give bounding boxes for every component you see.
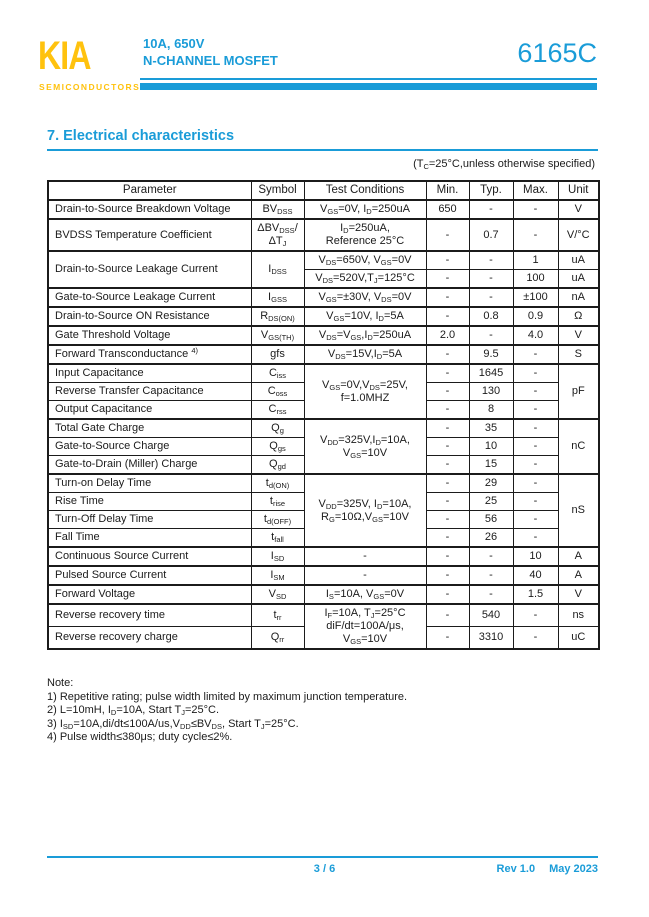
- value-cell: -: [469, 585, 513, 604]
- column-header: Parameter: [48, 181, 251, 200]
- column-header: Min.: [426, 181, 469, 200]
- value-cell: -: [513, 627, 558, 650]
- value-cell: A: [558, 547, 599, 566]
- value-cell: $V_{DS}=520V,T_J=125^\circ C$: [304, 270, 426, 289]
- column-header: Test Conditions: [304, 181, 426, 200]
- value-cell: -: [426, 288, 469, 307]
- value-cell: $Q_g$: [251, 419, 304, 438]
- table-row: [48, 251, 599, 270]
- value-cell: $V_{DS}=V_{GS},I_D=250uA$: [304, 326, 426, 345]
- value-cell: $t_{rr}$: [251, 604, 304, 627]
- value-cell: -: [469, 200, 513, 219]
- value-cell: ±100: [513, 288, 558, 307]
- value-cell: 1: [513, 251, 558, 270]
- value-cell: $C_{oss}$: [251, 383, 304, 401]
- value-cell: -: [426, 566, 469, 585]
- device-description: [143, 35, 278, 69]
- parameter-cell: Forward Transconductance $^{4)}$: [48, 345, 251, 364]
- value-cell: $I_S=10A$, $V_{GS}=0V$: [304, 585, 426, 604]
- table-row: [48, 200, 599, 219]
- value-cell: -: [513, 604, 558, 627]
- value-cell: $t_{d(OFF)}$: [251, 511, 304, 529]
- value-cell: -: [426, 401, 469, 420]
- table-row: [48, 288, 599, 307]
- table-row: [48, 219, 599, 251]
- parameter-cell: Pulsed Source Current: [48, 566, 251, 585]
- value-cell: $V_{DS}=650V$, $V_{GS}=0V$: [304, 251, 426, 270]
- value-cell: 40: [513, 566, 558, 585]
- note-line: 2) L=10mH, $I_D=10A$, Start $T_J=25^\circ C$.: [47, 704, 220, 717]
- value-cell: -: [304, 566, 426, 585]
- value-cell: 10: [513, 547, 558, 566]
- parameter-cell: Forward Voltage: [48, 585, 251, 604]
- table-body: [48, 200, 599, 649]
- value-cell: 540: [469, 604, 513, 627]
- value-cell: 2.0: [426, 326, 469, 345]
- value-cell: -: [426, 604, 469, 627]
- parameter-cell: Turn-Off Delay Time: [48, 511, 251, 529]
- parameter-cell: Gate-to-Source Charge: [48, 438, 251, 456]
- value-cell: 0.8: [469, 307, 513, 326]
- value-cell: -: [426, 383, 469, 401]
- value-cell: $I_{SD}$: [251, 547, 304, 566]
- value-cell: -: [426, 627, 469, 650]
- value-cell: 35: [469, 419, 513, 438]
- value-cell: -: [513, 419, 558, 438]
- value-cell: -: [469, 288, 513, 307]
- parameter-cell: Gate-to-Source Leakage Current: [48, 288, 251, 307]
- value-cell: -: [513, 219, 558, 251]
- value-cell: $Q_{gd}$: [251, 456, 304, 475]
- parameter-cell: Reverse recovery charge: [48, 627, 251, 650]
- parameter-cell: Total Gate Charge: [48, 419, 251, 438]
- section-underline: [47, 149, 598, 151]
- value-cell: -: [426, 547, 469, 566]
- value-cell: -: [426, 456, 469, 475]
- section-title: 7. Electrical characteristics: [47, 128, 235, 144]
- value-cell: $V_{GS}=0V,V_{DS}=25V$, f=1.0MHZ: [304, 364, 426, 419]
- value-cell: -: [426, 529, 469, 548]
- value-cell: $V_{DD}=325V$, $I_D=10A$, $R_G=10\Omega,V_{GS}=10V$: [304, 474, 426, 547]
- value-cell: -: [426, 270, 469, 289]
- value-cell: 15: [469, 456, 513, 475]
- value-cell: -: [513, 511, 558, 529]
- parameter-cell: Drain-to-Source ON Resistance: [48, 307, 251, 326]
- value-cell: 0.9: [513, 307, 558, 326]
- value-cell: 130: [469, 383, 513, 401]
- table-header-row: [48, 181, 599, 200]
- value-cell: $V_{SD}$: [251, 585, 304, 604]
- parameter-cell: Fall Time: [48, 529, 251, 548]
- parameter-cell: Input Capacitance: [48, 364, 251, 383]
- value-cell: -: [469, 326, 513, 345]
- value-cell: V/°C: [558, 219, 599, 251]
- parameter-cell: Drain-to-Source Leakage Current: [48, 251, 251, 288]
- value-cell: -: [513, 364, 558, 383]
- value-cell: gfs: [251, 345, 304, 364]
- value-cell: uA: [558, 251, 599, 270]
- parameter-cell: Turn-on Delay Time: [48, 474, 251, 493]
- value-cell: $t_{fall}$: [251, 529, 304, 548]
- value-cell: -: [513, 456, 558, 475]
- value-cell: nA: [558, 288, 599, 307]
- value-cell: -: [426, 251, 469, 270]
- value-cell: 0.7: [469, 219, 513, 251]
- column-header: Unit: [558, 181, 599, 200]
- value-cell: -: [304, 547, 426, 566]
- revision-info: [497, 863, 598, 875]
- device-rating: 10A, 650V: [143, 36, 205, 51]
- value-cell: 3310: [469, 627, 513, 650]
- value-cell: -: [469, 566, 513, 585]
- value-cell: -: [513, 345, 558, 364]
- value-cell: $Q_{rr}$: [251, 627, 304, 650]
- table-row: [48, 419, 599, 438]
- device-type: N-CHANNEL MOSFET: [143, 53, 278, 68]
- value-cell: $I_{DSS}$: [251, 251, 304, 288]
- value-cell: -: [513, 401, 558, 420]
- value-cell: $V_{DS}=15V,I_D=5A$: [304, 345, 426, 364]
- notes-block: [47, 677, 407, 745]
- value-cell: -: [513, 200, 558, 219]
- value-cell: 8: [469, 401, 513, 420]
- revision-label: Rev 1.0: [496, 863, 536, 875]
- value-cell: Ω: [558, 307, 599, 326]
- value-cell: -: [513, 474, 558, 493]
- value-cell: -: [426, 307, 469, 326]
- parameter-cell: Gate Threshold Voltage: [48, 326, 251, 345]
- footer-rule: [47, 856, 598, 858]
- value-cell: pF: [558, 364, 599, 419]
- value-cell: $I_{GSS}$: [251, 288, 304, 307]
- value-cell: $t_{d(ON)}$: [251, 474, 304, 493]
- value-cell: S: [558, 345, 599, 364]
- value-cell: 26: [469, 529, 513, 548]
- test-condition-note: ($T_C=25^\circ C,unless$ otherwise specified): [413, 158, 595, 171]
- value-cell: -: [513, 529, 558, 548]
- table-row: [48, 604, 599, 627]
- value-cell: 1645: [469, 364, 513, 383]
- parameter-cell: Drain-to-Source Breakdown Voltage: [48, 200, 251, 219]
- parameter-cell: Gate-to-Drain (Miller) Charge: [48, 456, 251, 475]
- parameter-cell: Continuous Source Current: [48, 547, 251, 566]
- value-cell: -: [513, 493, 558, 511]
- electrical-characteristics-table: [47, 180, 600, 650]
- value-cell: $V_{GS}=0V$, $I_D=250uA$: [304, 200, 426, 219]
- value-cell: 1.5: [513, 585, 558, 604]
- value-cell: -: [513, 383, 558, 401]
- table-row: [48, 364, 599, 383]
- value-cell: uA: [558, 270, 599, 289]
- value-cell: -: [426, 511, 469, 529]
- value-cell: $\Delta BV_{DSS}/$ $\Delta T_J$: [251, 219, 304, 251]
- value-cell: -: [426, 364, 469, 383]
- value-cell: 56: [469, 511, 513, 529]
- value-cell: -: [426, 438, 469, 456]
- value-cell: -: [469, 270, 513, 289]
- table-row: [48, 547, 599, 566]
- column-header: Typ.: [469, 181, 513, 200]
- value-cell: -: [426, 419, 469, 438]
- value-cell: 9.5: [469, 345, 513, 364]
- value-cell: -: [426, 585, 469, 604]
- parameter-cell: BVDSS Temperature Coefficient: [48, 219, 251, 251]
- value-cell: -: [469, 547, 513, 566]
- table-row: [48, 326, 599, 345]
- value-cell: $I_F=10A$, $T_J=25^\circ C$ diF/dt=100A/μs, $V_{GS}=10V$: [304, 604, 426, 649]
- value-cell: $V_{GS(TH)}$: [251, 326, 304, 345]
- note-line: 4) Pulse width≤380μs; duty cycle≤2%.: [47, 731, 233, 743]
- parameter-cell: Output Capacitance: [48, 401, 251, 420]
- value-cell: $I_D=250uA$, Reference 25°C: [304, 219, 426, 251]
- value-cell: 100: [513, 270, 558, 289]
- value-cell: $C_{rss}$: [251, 401, 304, 420]
- notes-title: Note:: [47, 677, 74, 689]
- value-cell: $BV_{DSS}$: [251, 200, 304, 219]
- table-row: [48, 566, 599, 585]
- value-cell: $Q_{gs}$: [251, 438, 304, 456]
- value-cell: -: [426, 345, 469, 364]
- parameter-cell: Reverse Transfer Capacitance: [48, 383, 251, 401]
- value-cell: 10: [469, 438, 513, 456]
- column-header: Symbol: [251, 181, 304, 200]
- value-cell: $I_{SM}$: [251, 566, 304, 585]
- part-number: 6165C: [517, 38, 597, 68]
- value-cell: -: [469, 251, 513, 270]
- kia-logo: KIA: [38, 34, 91, 78]
- value-cell: $V_{GS}=10V$, $I_D=5A$: [304, 307, 426, 326]
- kia-logo-subtext: SEMICONDUCTORS: [39, 82, 141, 92]
- value-cell: ns: [558, 604, 599, 627]
- value-cell: -: [426, 219, 469, 251]
- table-row: [48, 345, 599, 364]
- value-cell: $V_{GS}=\pm 30V$, $V_{DS}=0V$: [304, 288, 426, 307]
- parameter-cell: Rise Time: [48, 493, 251, 511]
- value-cell: 25: [469, 493, 513, 511]
- revision-date: May 2023: [549, 863, 598, 875]
- value-cell: 4.0: [513, 326, 558, 345]
- header-rule-thin: [140, 78, 597, 80]
- parameter-cell: Reverse recovery time: [48, 604, 251, 627]
- value-cell: nS: [558, 474, 599, 547]
- value-cell: -: [513, 438, 558, 456]
- value-cell: $C_{iss}$: [251, 364, 304, 383]
- note-line: 1) Repetitive rating; pulse width limited by maximum junction temperature.: [47, 690, 408, 703]
- value-cell: A: [558, 566, 599, 585]
- value-cell: -: [426, 493, 469, 511]
- value-cell: V: [558, 200, 599, 219]
- value-cell: $R_{DS(ON)}$: [251, 307, 304, 326]
- table-row: [48, 585, 599, 604]
- value-cell: 29: [469, 474, 513, 493]
- table-row: [48, 307, 599, 326]
- value-cell: -: [426, 474, 469, 493]
- page-number: 3 / 6: [313, 863, 336, 875]
- column-header: Max.: [513, 181, 558, 200]
- table-head: [48, 181, 599, 200]
- value-cell: 650: [426, 200, 469, 219]
- value-cell: $t_{rise}$: [251, 493, 304, 511]
- header-rule-thick: [140, 83, 597, 90]
- value-cell: V: [558, 585, 599, 604]
- value-cell: uC: [558, 627, 599, 650]
- value-cell: $V_{DD}=325V,I_D=10A$, $V_{GS}=10V$: [304, 419, 426, 474]
- table-row: [48, 474, 599, 493]
- value-cell: V: [558, 326, 599, 345]
- note-line: 3) $I_{SD}=10A,di/dt\le 100A/us,V_{DD}\le BV_{DS}$, Start $T_J=25^\circ C$.: [47, 717, 299, 731]
- value-cell: nC: [558, 419, 599, 474]
